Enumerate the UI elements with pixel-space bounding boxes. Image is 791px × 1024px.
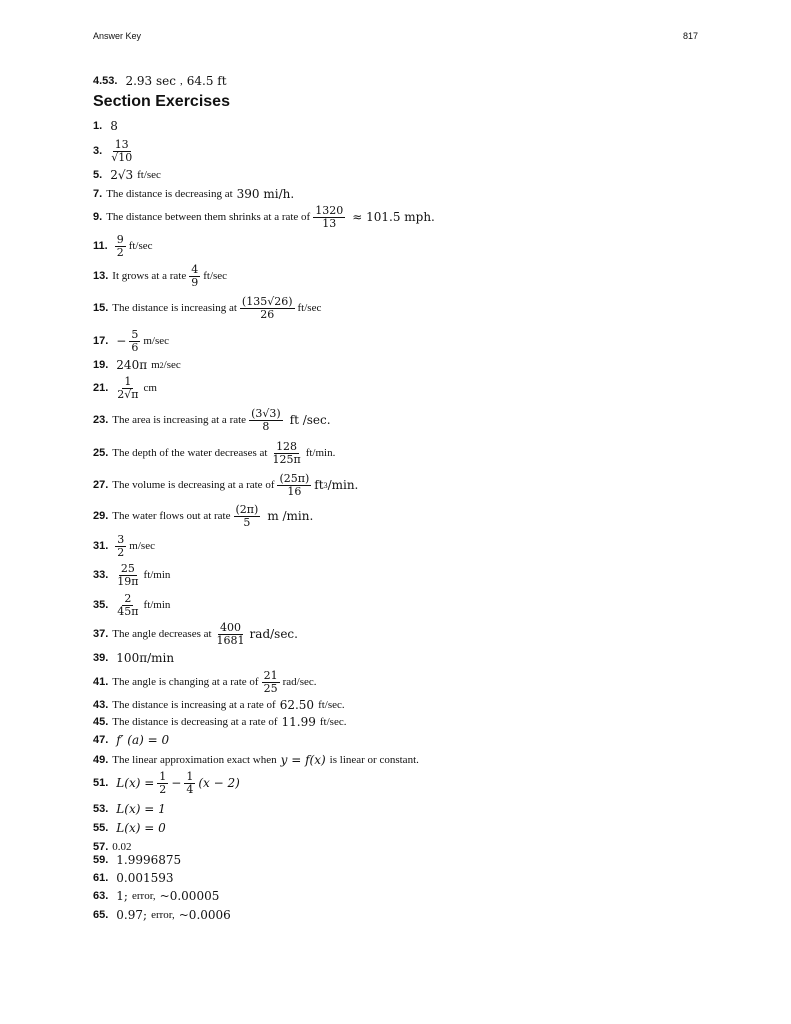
fraction: $\frac{13}{√10}$	[111, 137, 133, 164]
fraction: $\frac{(25\pi)}{16}$	[279, 471, 310, 498]
answer-11: 11. $\frac{9}{2}$ ft/sec	[93, 232, 153, 259]
fraction: $\frac{1320}{13}$	[315, 203, 344, 230]
fraction: $\frac{(3√3)}{8}$	[251, 406, 281, 433]
item-number: 4.53.	[93, 75, 118, 87]
answer-15: 15. The distance is increasing at $\frac{(135√26)}{26}$ ft/sec	[93, 294, 322, 321]
fraction: $\frac{2}{45\pi}$	[117, 591, 139, 618]
fraction: $\frac{1}{2}$	[159, 769, 167, 796]
answer-51: 51. L(x) = $\frac{1}{2}$ − $\frac{1}{4}$ (x − 2)	[93, 769, 240, 796]
answer-17: 17. − $\frac{5}{6}$ m/sec	[93, 327, 170, 354]
fraction: $\frac{128}{125\pi}$	[272, 439, 301, 466]
answer-31: 31. $\frac{3}{2}$ m/sec	[93, 532, 155, 559]
answer-49: 49. The linear approximation exact when y = f(x) is linear or constant.	[93, 753, 419, 767]
fraction: $\frac{3}{2}$	[117, 532, 125, 559]
answer-61: 61. 0.001593	[93, 871, 174, 885]
fraction: $\frac{1}{4}$	[186, 769, 194, 796]
answer-23: 23. The area is increasing at a rate $\frac{(3√3)}{8}$ ft /sec.	[93, 406, 331, 433]
answer-57: 57. 0.02	[93, 841, 132, 853]
section-title: Section Exercises	[93, 93, 230, 110]
fraction: $\frac{5}{6}$	[131, 327, 139, 354]
fraction: $\frac{25}{19\pi}$	[117, 561, 139, 588]
answer-45: 45. The distance is decreasing at a rate of 11.99 ft/sec.	[93, 715, 347, 729]
answer-33: 33. $\frac{25}{19\pi}$ ft/min	[93, 561, 171, 588]
answer-59: 59. 1.9996875	[93, 853, 182, 867]
answer-5: 5. 2√3 ft/sec	[93, 168, 161, 182]
answer-35: 35. $\frac{2}{45\pi}$ ft/min	[93, 591, 171, 618]
answer-4-53: 4.53. 2.93 sec , 64.5 ft	[93, 74, 227, 88]
answer-25: 25. The depth of the water decreases at $\frac{128}{125\pi}$ ft/min.	[93, 439, 336, 466]
fraction: $\frac{9}{2}$	[116, 232, 124, 259]
running-header-title: Answer Key	[93, 31, 142, 41]
answer-37: 37. The angle decreases at $\frac{400}{1681}$ rad/sec.	[93, 620, 298, 647]
answer-27: 27. The volume is decreasing at a rate of $\frac{(25\pi)}{16}$ ft 3 /min.	[93, 471, 359, 498]
answer-9: 9. The distance between them shrinks at a rate of $\frac{1320}{13}$ ≈ 101.5 mph.	[93, 203, 435, 230]
fraction: $\frac{(2\pi)}{5}$	[235, 502, 259, 529]
answer-39: 39. 100π/min	[93, 651, 175, 665]
fraction: $\frac{4}{9}$	[191, 262, 199, 289]
answer-29: 29. The water flows out at rate $\frac{(2\pi)}{5}$ m /min.	[93, 502, 314, 529]
answer-19: 19. 240π m 2 /sec	[93, 358, 181, 372]
fraction: $\frac{1}{2√\pi}$	[117, 374, 139, 401]
answer-65: 65. 0.97; error, ~0.0006	[93, 908, 231, 922]
answer-1: 1. 8	[93, 119, 118, 133]
fraction: $\frac{400}{1681}$	[216, 620, 245, 647]
answer-13: 13. It grows at a rate $\frac{4}{9}$ ft/sec	[93, 262, 228, 289]
page-number: 817	[682, 31, 698, 41]
answer-47: 47. f′ (a) = 0	[93, 733, 170, 747]
fraction: $\frac{21}{25}$	[263, 668, 278, 695]
answer-21: 21. $\frac{1}{2√\pi}$ cm	[93, 374, 157, 401]
answer-63: 63. 1; error, ~0.00005	[93, 889, 220, 903]
answer-55: 55. L(x) = 0	[93, 821, 166, 835]
answer-7: 7. The distance is decreasing at 390 mi/h.	[93, 187, 295, 201]
answer-41: 41. The angle is changing at a rate of $\frac{21}{25}$ rad/sec.	[93, 668, 317, 695]
answer-43: 43. The distance is increasing at a rate of 62.50 ft/sec.	[93, 698, 345, 712]
fraction: $\frac{(135√26)}{26}$	[241, 294, 293, 321]
answer-53: 53. L(x) = 1	[93, 802, 166, 816]
answer-3: 3. $\frac{13}{√10}$	[93, 137, 133, 164]
